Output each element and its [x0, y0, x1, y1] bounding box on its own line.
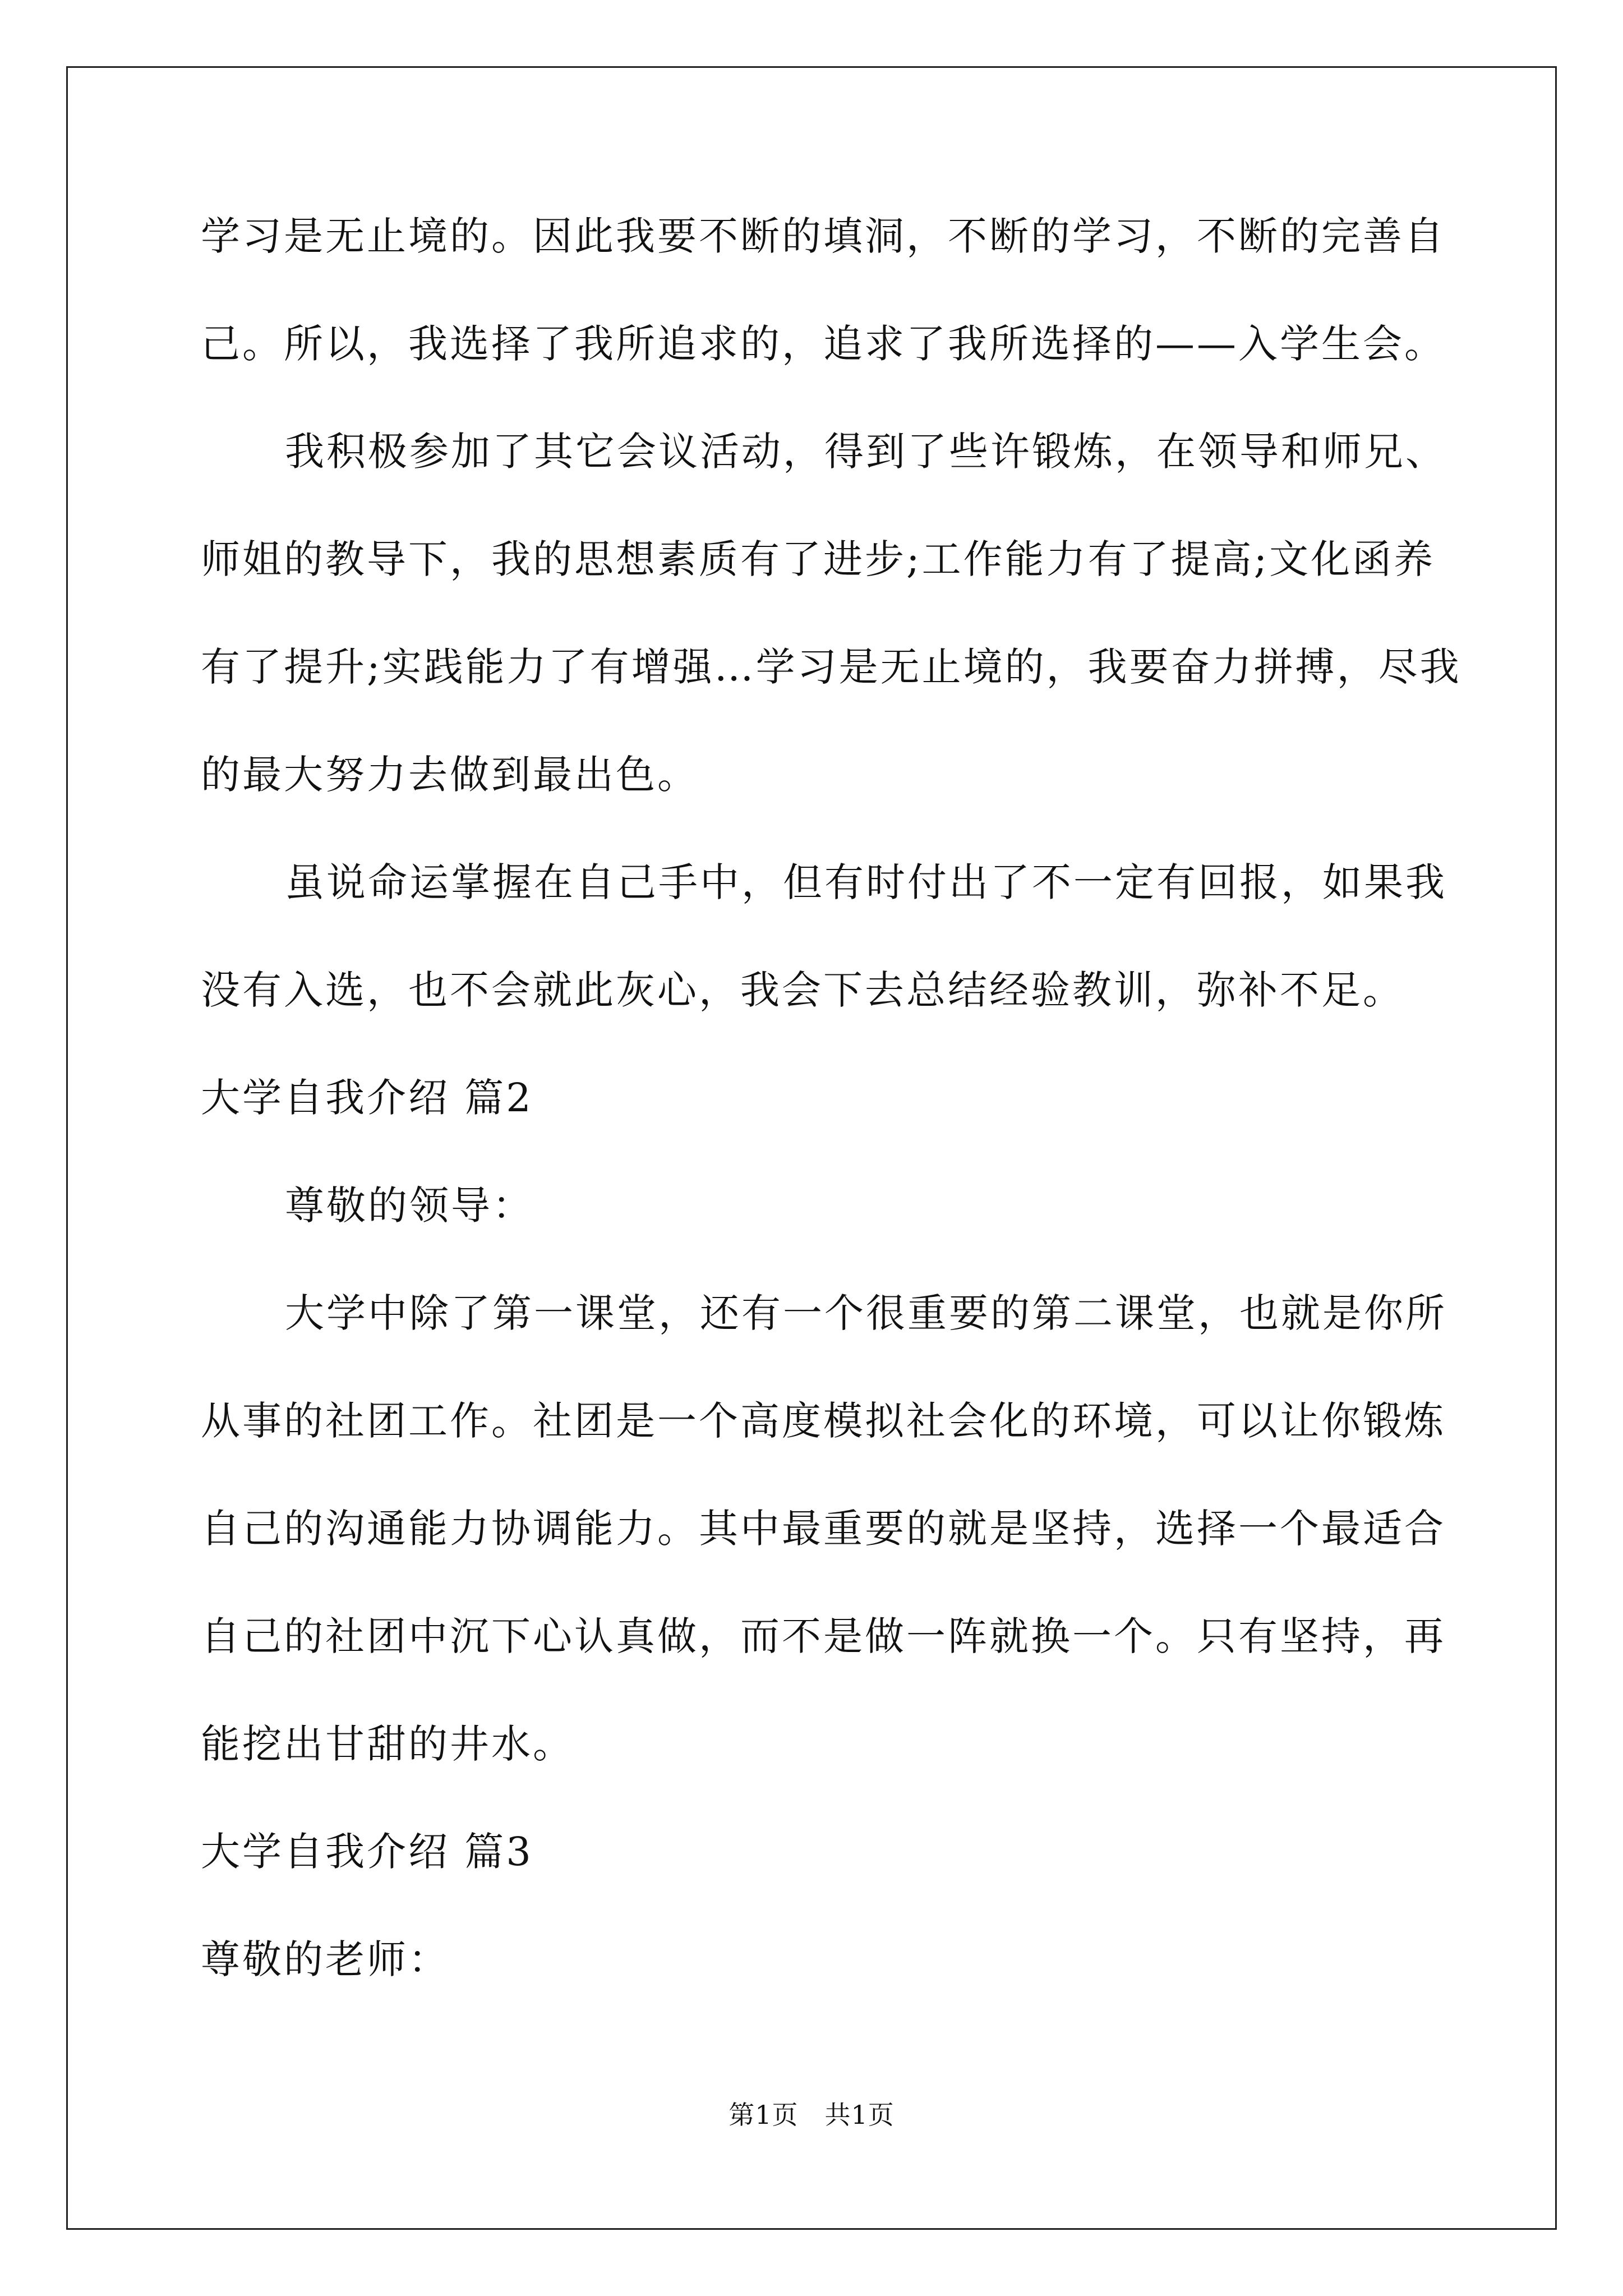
paragraph-line: 己。所以，我选择了我所追求的，追求了我所选择的——入学生会。: [201, 321, 1446, 367]
paragraph-line: 虽说命运掌握在自己手中，但有时付出了不一定有回报，如果我: [285, 859, 1447, 905]
paragraph-line: 的最大努力去做到最出色。: [201, 752, 699, 798]
salutation: 尊敬的老师：: [201, 1936, 450, 1982]
paragraph-line: 能挖出甘甜的井水。: [201, 1721, 574, 1767]
paragraph-line: 我积极参加了其它会议活动，得到了些许锻炼，在领导和师兄、: [285, 429, 1447, 475]
paragraph-line: 没有入选，也不会就此灰心，我会下去总结经验教训，弥补不足。: [201, 967, 1404, 1013]
paragraph-line: 学习是无止境的。因此我要不断的填洞，不断的学习，不断的完善自: [201, 213, 1446, 259]
paragraph-line: 自己的社团中沉下心认真做，而不是做一阵就换一个。只有坚持，再: [201, 1613, 1446, 1659]
paragraph-line: 有了提升;实践能力了有增强…学习是无止境的，我要奋力拼搏，尽我: [201, 644, 1461, 690]
document-body: [201, 213, 1461, 1982]
paragraph-line: 从事的社团工作。社团是一个高度模拟社会化的环境，可以让你锻炼: [201, 1398, 1446, 1444]
paragraph-line: 师姐的教导下，我的思想素质有了进步;工作能力有了提高;文化函养: [201, 536, 1436, 582]
section-heading: 大学自我介绍 篇2: [201, 1075, 533, 1121]
page-footer: 第1页 共1页: [728, 2100, 895, 2130]
section-heading: 大学自我介绍 篇3: [201, 1829, 533, 1875]
paragraph-line: 自己的沟通能力协调能力。其中最重要的就是坚持，选择一个最适合: [201, 1506, 1446, 1552]
salutation: 尊敬的领导：: [285, 1182, 534, 1228]
paragraph-line: 大学中除了第一课堂，还有一个很重要的第二课堂，也就是你所: [285, 1290, 1447, 1336]
